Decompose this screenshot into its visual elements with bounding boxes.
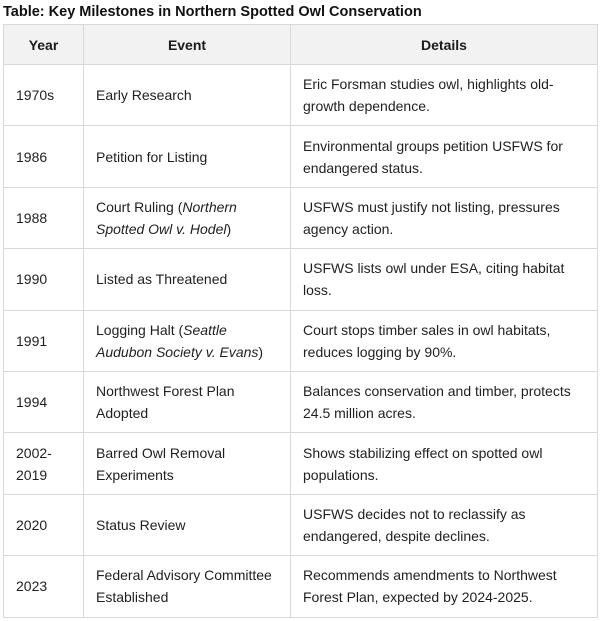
event-text: ) — [226, 220, 232, 237]
year-cell: 1970s — [4, 65, 84, 126]
event-text: Logging Halt ( — [96, 321, 184, 338]
table-row — [4, 65, 598, 126]
details-cell: Court stops timber sales in owl habitats, reduces logging by 90%. — [291, 310, 598, 371]
event-cell — [84, 187, 291, 248]
year-cell: 2002-2019 — [4, 433, 84, 494]
details-cell: Shows stabilizing effect on spotted owl populations. — [291, 433, 598, 494]
event-cell — [84, 310, 291, 371]
table-row — [4, 126, 598, 187]
year-cell: 2023 — [4, 556, 84, 617]
year-cell: 1988 — [4, 187, 84, 248]
details-cell: Balances conservation and timber, protects 24.5 million acres. — [291, 371, 598, 432]
column-header-details: Details — [291, 25, 598, 65]
milestones-table — [3, 24, 598, 618]
event-cell: Listed as Threatened — [84, 249, 291, 310]
table-row — [4, 556, 598, 617]
column-header-year: Year — [4, 25, 84, 65]
details-cell: Environmental groups petition USFWS for endangered status. — [291, 126, 598, 187]
table-header-row — [4, 25, 598, 65]
details-cell: Eric Forsman studies owl, highlights old-growth dependence. — [291, 65, 598, 126]
event-cell: Barred Owl Removal Experiments — [84, 433, 291, 494]
table-row — [4, 433, 598, 494]
details-cell: USFWS must justify not listing, pressures agency action. — [291, 187, 598, 248]
event-text: Court Ruling ( — [96, 198, 183, 215]
details-cell: Recommends amendments to Northwest Forest Plan, expected by 2024-2025. — [291, 556, 598, 617]
event-cell: Early Research — [84, 65, 291, 126]
details-cell: USFWS decides not to reclassify as endangered, despite declines. — [291, 494, 598, 555]
event-cell: Northwest Forest Plan Adopted — [84, 371, 291, 432]
table-row — [4, 310, 598, 371]
year-cell: 1990 — [4, 249, 84, 310]
year-cell: 1986 — [4, 126, 84, 187]
case-name: Seattle Audubon Society v. Evans — [96, 321, 259, 360]
table-row — [4, 249, 598, 310]
table-caption: Table: Key Milestones in Northern Spotted Owl Conservation — [3, 4, 422, 20]
event-cell: Status Review — [84, 494, 291, 555]
case-name: Northern Spotted Owl v. Hodel — [96, 198, 237, 237]
table-row — [4, 371, 598, 432]
event-cell: Federal Advisory Committee Established — [84, 556, 291, 617]
table-row — [4, 494, 598, 555]
column-header-event: Event — [84, 25, 291, 65]
event-text: ) — [258, 343, 264, 360]
year-cell: 1991 — [4, 310, 84, 371]
event-cell: Petition for Listing — [84, 126, 291, 187]
year-cell: 1994 — [4, 371, 84, 432]
table-row — [4, 187, 598, 248]
year-cell: 2020 — [4, 494, 84, 555]
details-cell: USFWS lists owl under ESA, citing habitat loss. — [291, 249, 598, 310]
